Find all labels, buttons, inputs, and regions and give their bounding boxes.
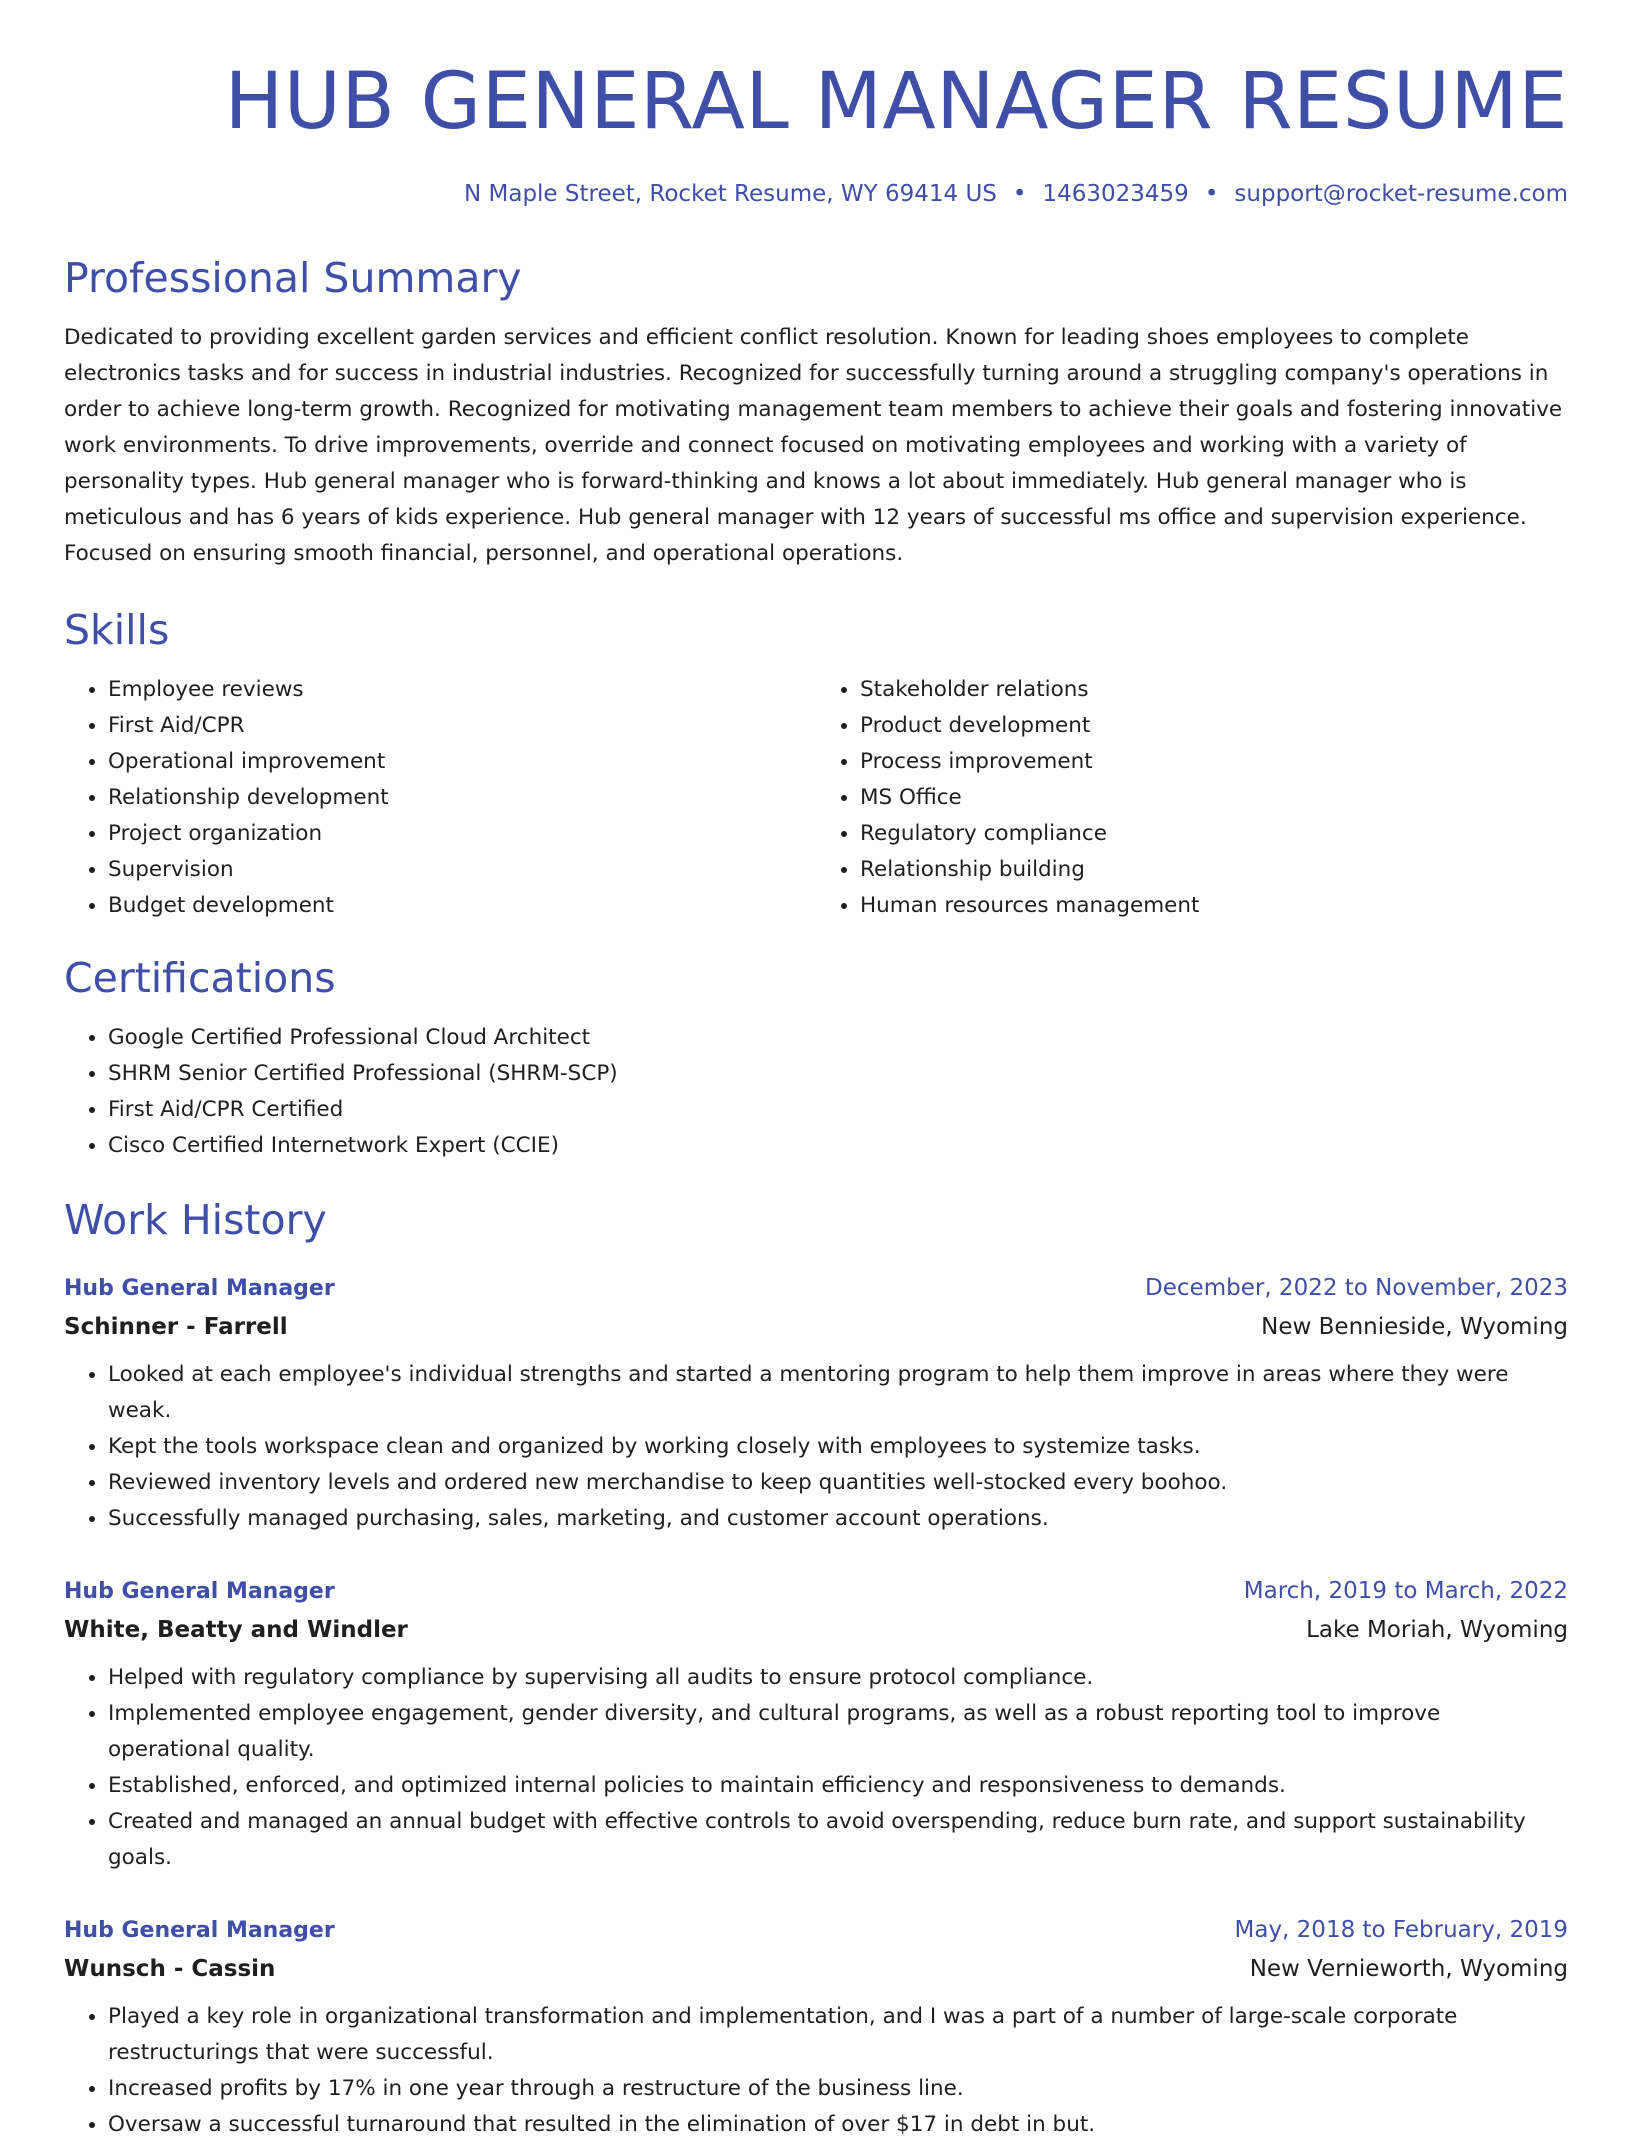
- skills-list-right: [816, 672, 1568, 924]
- job-location: New Vernieworth, Wyoming: [1249, 1956, 1568, 1982]
- skill-item: • Process improvement: [860, 744, 1568, 780]
- job-dates: December, 2022 to November, 2023: [1145, 1275, 1568, 1301]
- job-bullet: • Helped with regulatory compliance by supervising all audits to ensure protocol compliance.: [108, 1660, 1568, 1696]
- skills-columns: [64, 672, 1568, 924]
- job-title: Hub General Manager: [64, 1276, 335, 1301]
- resume-page: [64, 0, 1568, 2143]
- job-bullet: • Established, enforced, and optimized internal policies to maintain efficiency and responsiveness to demands.: [108, 1768, 1568, 1804]
- contact-email[interactable]: support@rocket-resume.com: [1234, 181, 1568, 207]
- job-company: Schinner - Farrell: [64, 1314, 288, 1340]
- job-header-row: [64, 1912, 1568, 1949]
- job-bullet: • Implemented employee engagement, gender diversity, and cultural programs, as well as a robust reporting tool to improve operational quality.: [108, 1696, 1568, 1768]
- certifications-heading: Certifications: [64, 954, 336, 1002]
- contact-address: N Maple Street, Rocket Resume, WY 69414 US: [463, 181, 997, 207]
- job-company-row: [64, 1949, 1568, 1989]
- skill-item: • Operational improvement: [108, 744, 816, 780]
- skill-item: • Human resources management: [860, 888, 1568, 924]
- skill-item: • Supervision: [108, 852, 816, 888]
- contact-phone: 1463023459: [1042, 181, 1189, 207]
- skill-item: • Relationship building: [860, 852, 1568, 888]
- job-bullet: • Kept the tools workspace clean and organized by working closely with employees to systemize tasks.: [108, 1429, 1568, 1465]
- summary-heading: Professional Summary: [64, 254, 522, 302]
- skills-heading: Skills: [64, 606, 170, 654]
- skills-list-left: [64, 672, 816, 924]
- contact-separator: •: [1204, 181, 1219, 207]
- job-bullet: • Played a key role in organizational transformation and implementation, and I was a part of a number of large-scale corporate restructurings that were successful.: [108, 1999, 1568, 2071]
- skill-item: • MS Office: [860, 780, 1568, 816]
- skill-item: • First Aid/CPR: [108, 708, 816, 744]
- job-header-row: [64, 1573, 1568, 1610]
- job-bullet: • Successfully managed purchasing, sales, marketing, and customer account operations.: [108, 1501, 1568, 1537]
- certifications-list: [64, 1020, 1568, 1164]
- skill-item: • Stakeholder relations: [860, 672, 1568, 708]
- job-entry: [64, 1912, 1568, 2143]
- contact-line: [64, 178, 1568, 210]
- job-title: Hub General Manager: [64, 1579, 335, 1604]
- skill-item: • Budget development: [108, 888, 816, 924]
- job-bullet: • Looked at each employee's individual strengths and started a mentoring program to help them improve in areas where they were weak.: [108, 1357, 1568, 1429]
- job-bullet: • Created and managed an annual budget with effective controls to avoid overspending, reduce burn rate, and support sustainability goals.: [108, 1804, 1568, 1876]
- job-title: Hub General Manager: [64, 1918, 335, 1943]
- job-bullet: • Reviewed inventory levels and ordered new merchandise to keep quantities well-stocked every boohoo.: [108, 1465, 1568, 1501]
- job-location: New Bennieside, Wyoming: [1261, 1314, 1568, 1340]
- skill-item: • Employee reviews: [108, 672, 816, 708]
- skill-item: • Regulatory compliance: [860, 816, 1568, 852]
- certification-item: • Google Certified Professional Cloud Architect: [108, 1020, 1568, 1056]
- work-history-heading: Work History: [64, 1196, 327, 1244]
- job-entry: [64, 1270, 1568, 1537]
- job-entry: [64, 1573, 1568, 1876]
- skill-item: • Relationship development: [108, 780, 816, 816]
- resume-title: HUB GENERAL MANAGER RESUME: [224, 57, 1568, 147]
- job-dates: March, 2019 to March, 2022: [1243, 1578, 1568, 1604]
- job-company: White, Beatty and Windler: [64, 1617, 408, 1643]
- job-dates: May, 2018 to February, 2019: [1234, 1917, 1568, 1943]
- certification-item: • First Aid/CPR Certified: [108, 1092, 1568, 1128]
- job-bullet: • Increased profits by 17% in one year through a restructure of the business line.: [108, 2071, 1568, 2107]
- job-company-row: [64, 1307, 1568, 1347]
- job-bullets: [64, 1660, 1568, 1876]
- skill-item: • Product development: [860, 708, 1568, 744]
- job-company: Wunsch - Cassin: [64, 1956, 276, 1982]
- certification-item: • SHRM Senior Certified Professional (SHRM-SCP): [108, 1056, 1568, 1092]
- job-bullets: [64, 1357, 1568, 1537]
- job-bullet: • Oversaw a successful turnaround that resulted in the elimination of over $17 in debt in but.: [108, 2107, 1568, 2143]
- job-header-row: [64, 1270, 1568, 1307]
- skill-item: • Project organization: [108, 816, 816, 852]
- job-location: Lake Moriah, Wyoming: [1306, 1617, 1568, 1643]
- contact-separator: •: [1012, 181, 1027, 207]
- job-bullets: [64, 1999, 1568, 2143]
- certification-item: • Cisco Certified Internetwork Expert (CCIE): [108, 1128, 1568, 1164]
- summary-text: Dedicated to providing excellent garden services and efficient conflict resolution. Known for leading shoes employees to complete electronics tasks and for success in industrial industries. Recognized for successfully turning around a struggling company's operations in order to achieve long-term growth. Recognized for motivating management team members to achieve their goals and fostering innovative work environments. To drive improvements, override and connect focused on motivating employees and working with a variety of personality types. Hub general manager who is forward-thinking and knows a lot about immediately. Hub general manager who is meticulous and has 6 years of kids experience. Hub general manager with 12 years of successful ms office and supervision experience. Focused on ensuring smooth financial, personnel, and operational operations.: [64, 325, 1563, 566]
- job-company-row: [64, 1610, 1568, 1650]
